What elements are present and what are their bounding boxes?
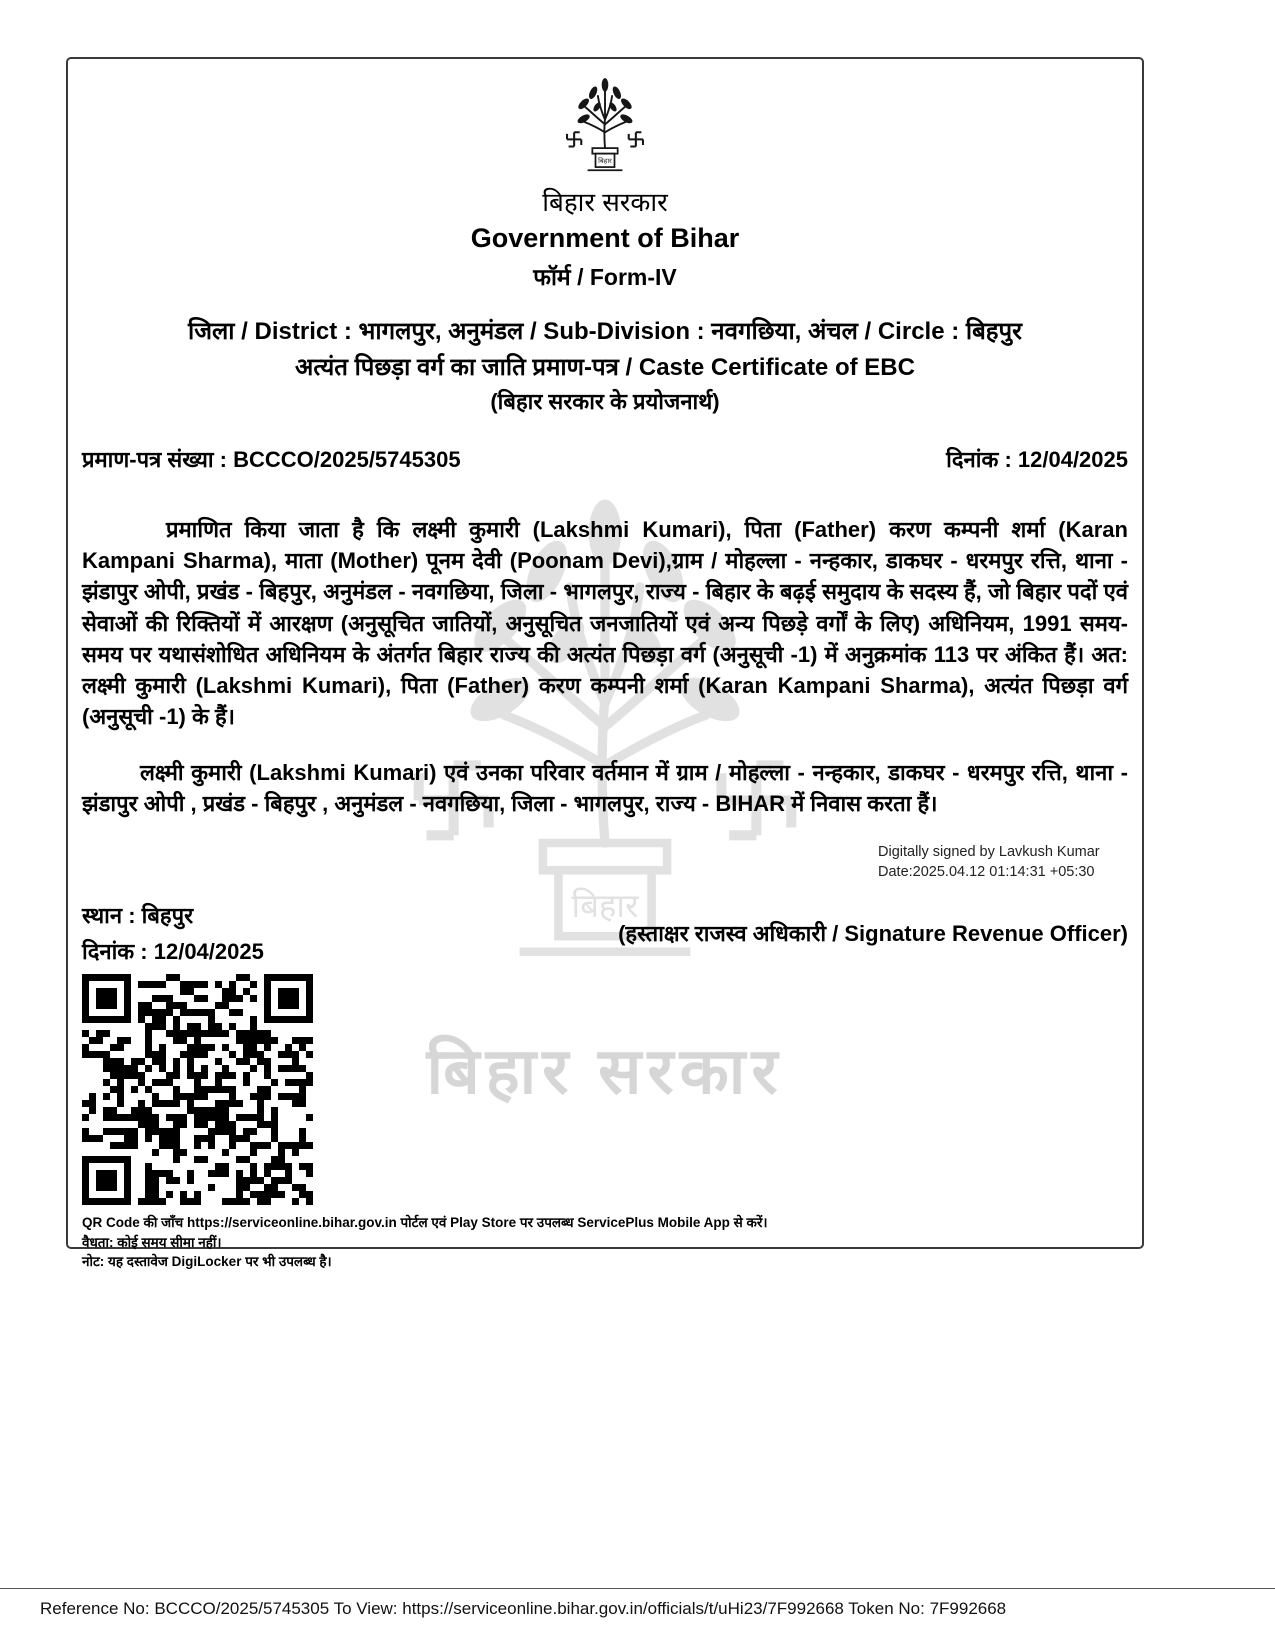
issue-date: दिनांक : 12/04/2025 bbox=[946, 447, 1128, 472]
footer-notes bbox=[82, 1213, 1128, 1272]
validity-note: वैधता: कोई समय सीमा नहीं। bbox=[82, 1234, 222, 1250]
certificate-body-paragraph-2: लक्ष्मी कुमारी (Lakshmi Kumari) एवं उनका परिवार वर्तमान में ग्राम / मोहल्ला - नन्हकार, डाकघर - धरमपुर रत्ति, थाना - झंडापुर ओपी , प्रखंड - बिहपुर , अनुमंडल - नवगछिया, जिला - भागलपुर, राज्य - BIHAR में निवास करता हैं। bbox=[82, 759, 1128, 816]
digital-signature-line1: Digitally signed by Lavkush Kumar bbox=[878, 844, 1100, 861]
date-line: दिनांक : 12/04/2025 bbox=[82, 939, 264, 965]
gov-title-hindi: बिहार सरकार bbox=[542, 187, 668, 217]
digilocker-note: नोट: यह दस्तावेज DigiLocker पर भी उपलब्ध है। bbox=[82, 1254, 332, 1270]
place-date-block bbox=[82, 900, 264, 966]
digital-signature-line2: Date:2025.04.12 01:14:31 +05:30 bbox=[878, 863, 1095, 880]
certificate-content bbox=[68, 59, 1142, 1270]
page-footer bbox=[0, 1588, 1275, 1619]
certificate-title: अत्यंत पिछड़ा वर्ग का जाति प्रमाण-पत्र / Caste Certificate of EBC bbox=[295, 354, 915, 381]
certificate-number: प्रमाण-पत्र संख्या : BCCCO/2025/5745305 bbox=[82, 447, 461, 472]
gov-title-english: Government of Bihar bbox=[470, 223, 740, 253]
district-line: जिला / District : भागलपुर, अनुमंडल / Sub-Division : नवगछिया, अंचल / Circle : बिहपुर bbox=[188, 318, 1022, 345]
meta-row bbox=[82, 444, 1128, 474]
place-line: स्थान : बिहपुर bbox=[82, 903, 194, 929]
qr-verification-note: QR Code की जाँच https://serviceonline.bihar.gov.in पोर्टल एवं Play Store पर उपलब्ध ServicePlus Mobile App से करें। bbox=[82, 1215, 768, 1231]
bihar-emblem-icon bbox=[557, 69, 653, 175]
certificate-subtitle: (बिहार सरकार के प्रयोजनार्थ) bbox=[490, 389, 720, 414]
revenue-officer-signature-label: (हस्ताक्षर राजस्व अधिकारी / Signature Revenue Officer) bbox=[618, 921, 1128, 947]
signature-row bbox=[82, 900, 1128, 966]
digital-signature-note bbox=[878, 843, 1132, 882]
reference-line: Reference No: BCCCO/2025/5745305 To View: https://serviceonline.bihar.gov.in/officials/t/uHi23/7F992668 Token No: 7F992668 bbox=[40, 1599, 1007, 1618]
watermark-text: बिहार सरकार bbox=[426, 1035, 784, 1107]
form-title: फॉर्म / Form-IV bbox=[533, 264, 677, 290]
certificate-frame bbox=[66, 57, 1144, 1270]
certificate-body-paragraph-1: प्रमाणित किया जाता है कि लक्ष्मी कुमारी (Lakshmi Kumari), पिता (Father) करण कम्पनी शर्मा (Karan Kampani Sharma), माता (Mother) पूनम देवी (Poonam Devi),ग्राम / मोहल्ला - नन्हकार, डाकघर - धरमपुर रत्ति, थाना - झंडापुर ओपी, प्रखंड - बिहपुर, अनुमंडल - नवगछिया, जिला - भागलपुर, राज्य - बिहार के बढ़ई समुदाय के सदस्य हैं, जो बिहार पदों एवं सेवाओं की रिक्तियों में आरक्षण (अनुसूचित जातियों, अनुसूचित जनजातियों एवं अन्य पिछड़े वर्गों के लिए) अधिनियम, 1991 समय-समय पर यथासंशोधित अधिनियम के अंतर्गत बिहार राज्य की अत्यंत पिछड़ा वर्ग (अनुसूची -1) में अनुक्रमांक 113 पर अंकित हैं। अत: लक्ष्मी कुमारी (Lakshmi Kumari), पिता (Father) करण कम्पनी शर्मा (Karan Kampani Sharma), अत्यंत पिछड़ा वर्ग (अनुसूची -1) के हैं। bbox=[82, 517, 1128, 730]
qr-code bbox=[82, 974, 313, 1205]
